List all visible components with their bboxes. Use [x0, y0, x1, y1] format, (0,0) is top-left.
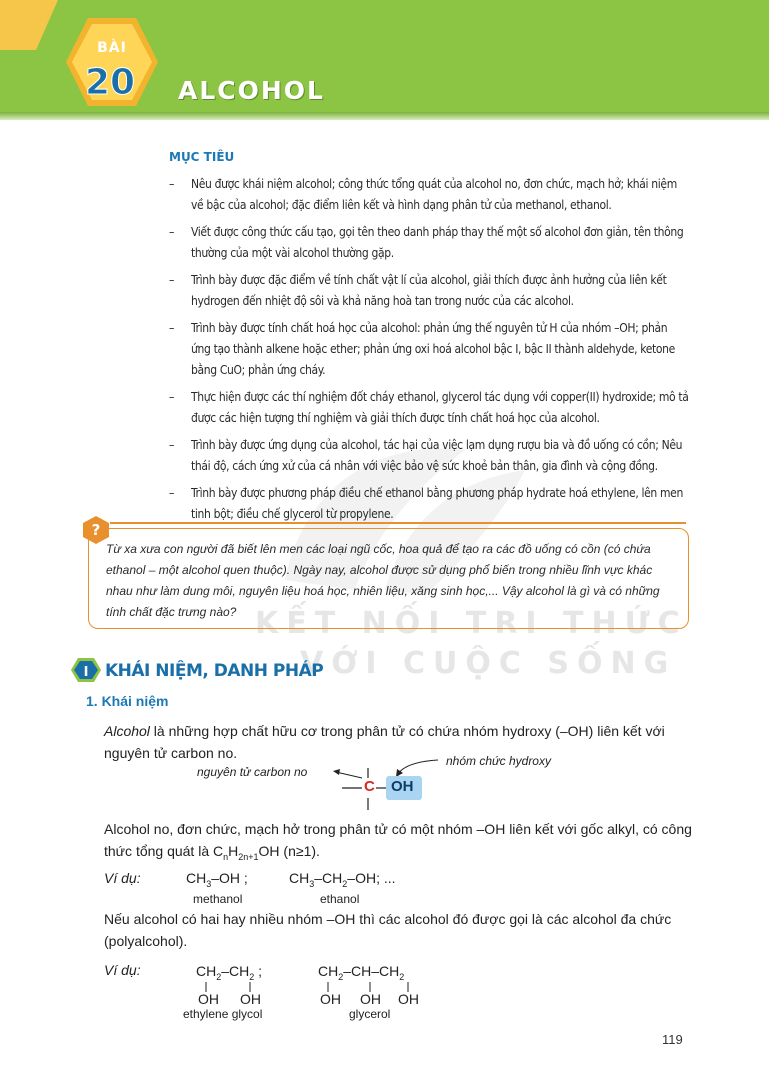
objectives-list [169, 174, 689, 531]
glycol-top: $CH_2-CH_2$ ; [196, 963, 263, 982]
list-item [169, 483, 689, 525]
dash: – [169, 273, 175, 287]
general-formula-paragraph [104, 818, 694, 868]
glycerol-oh-1: OH [320, 991, 341, 1007]
ethanol-formula: $CH_3-CH_2-OH$; ... [289, 870, 396, 889]
polyalcohol-structures [190, 958, 450, 1008]
watermark-line-1: KẾT NỐI TRI THỨC [255, 606, 688, 641]
dash: – [169, 486, 175, 500]
glycerol-oh-3: OH [398, 991, 419, 1007]
dash: – [169, 390, 175, 404]
methanol-name: methanol [193, 892, 243, 906]
glycerol-top: $CH_2-CH-CH_2$ [318, 963, 405, 982]
example-label: Ví dụ: [104, 870, 141, 886]
definition-text: là những hợp chất hữu cơ trong phân tử có chứa nhóm hydroxy (–OH) liên kết với nguyên tử carbon no. [104, 723, 665, 761]
methanol-formula: $CH_3-OH$ ; [186, 870, 248, 889]
lesson-number: 20 [84, 62, 136, 103]
objective-text: Thực hiện được các thí nghiệm đốt cháy ethanol, glycerol tác dụng với copper(II) hydroxide; mô tả được các hiện tượng thí nghiệm và giải thích được tính chất hoá học của alcohol. [191, 390, 689, 425]
objectives-title: MỤC TIÊU [169, 150, 235, 164]
dash: – [169, 321, 175, 335]
list-item [169, 222, 689, 264]
label-carbon: nguyên tử carbon no [197, 765, 308, 779]
section-title: KHÁI NIỆM, DANH PHÁP [105, 661, 324, 681]
question-rule [110, 522, 686, 524]
lesson-title: ALCOHOL [178, 76, 325, 105]
carbon-atom: C [364, 778, 375, 795]
section-badge-icon [70, 656, 102, 684]
example-label-2: Ví dụ: [104, 962, 141, 978]
dash: – [169, 438, 175, 452]
glycerol-oh-2: OH [360, 991, 381, 1007]
label-hydroxy: nhóm chức hydroxy [446, 754, 551, 768]
objective-text: Trình bày được tính chất hoá học của alcohol: phản ứng thế nguyên tử H của nhóm –OH; phản ứng tạo thành alkene hoặc ether; phản ứng oxi hoá alcohol bậc I, bậc II thành aldehyde, ketone bằng CuO; phản ứng cháy. [191, 321, 675, 377]
definition-term: Alcohol [104, 723, 150, 739]
dash: – [169, 177, 175, 191]
subsection-title: 1. Khái niệm [86, 693, 169, 709]
list-item [169, 270, 689, 312]
ethanol-name: ethanol [320, 892, 360, 906]
objective-text: Trình bày được đặc điểm về tính chất vật lí của alcohol, giải thích được ảnh hưởng của liên kết hydrogen đến nhiệt độ sôi và khả năng hoà tan trong nước của các alcohol. [191, 273, 667, 308]
glycol-oh-2: OH [240, 991, 261, 1007]
polyalcohol-paragraph: Nếu alcohol có hai hay nhiều nhóm –OH thì các alcohol đó được gọi là các alcohol đa chức (polyalcohol). [104, 911, 672, 949]
list-item [169, 387, 689, 429]
objective-text: Trình bày được phương pháp điều chế ethanol bằng phương pháp hydrate hoá ethylene, lên men tinh bột; điều chế glycerol từ propylene. [191, 486, 683, 521]
objective-text: Nêu được khái niệm alcohol; công thức tổng quát của alcohol no, đơn chức, mạch hở; khái niệm về bậc của alcohol; đặc điểm liên kết và hình dạng phân tử của methanol, ethanol. [191, 177, 677, 212]
glycol-oh-1: OH [198, 991, 219, 1007]
objective-text: Viết được công thức cấu tạo, gọi tên theo danh pháp thay thế một số alcohol đơn giản, tên thông thường của một vài alcohol thường gặp. [191, 225, 684, 260]
general-formula: $C_nH_{2n+1}OH$ (n≥1). [213, 843, 320, 862]
section-number: I [83, 665, 89, 680]
question-text: Từ xa xưa con người đã biết lên men các loại ngũ cốc, hoa quả để tạo ra các đồ uống có cồn (có chứa ethanol – một alcohol quen thuộc). Ngày nay, alcohol được sử dụng phổ biến trong nhiều lĩnh vực khác nhau như làm dung môi, nguyên liệu hoá học, nhiên liệu, xăng sinh học,... Vậy alcohol là gì và có những tính chất đặc trưng nào? [106, 542, 660, 619]
lesson-keyword: BÀI [97, 40, 127, 56]
dash: – [169, 225, 175, 239]
list-item [169, 174, 689, 216]
list-item [169, 318, 689, 381]
general-formula-text: Alcohol no, đơn chức, mạch hở trong phân tử có một nhóm –OH liên kết với gốc alkyl, có công thức tổng quát là [104, 821, 692, 859]
page-number: 119 [662, 1032, 683, 1047]
hydroxy-group: OH [391, 778, 414, 795]
list-item [169, 435, 689, 477]
glycerol-name: glycerol [349, 1007, 391, 1021]
glycol-name: ethylene glycol [183, 1007, 263, 1021]
structure-diagram [320, 750, 450, 820]
watermark-line-2: VỚI CUỘC SỐNG [300, 646, 677, 681]
objective-text: Trình bày được ứng dụng của alcohol, tác hại của việc lạm dụng rượu bia và đồ uống có cồn; Nêu thái độ, cách ứng xử của cá nhân với việc bảo vệ sức khoẻ bản thân, gia đình và cộng đồng. [191, 438, 683, 473]
question-mark: ? [91, 521, 101, 539]
